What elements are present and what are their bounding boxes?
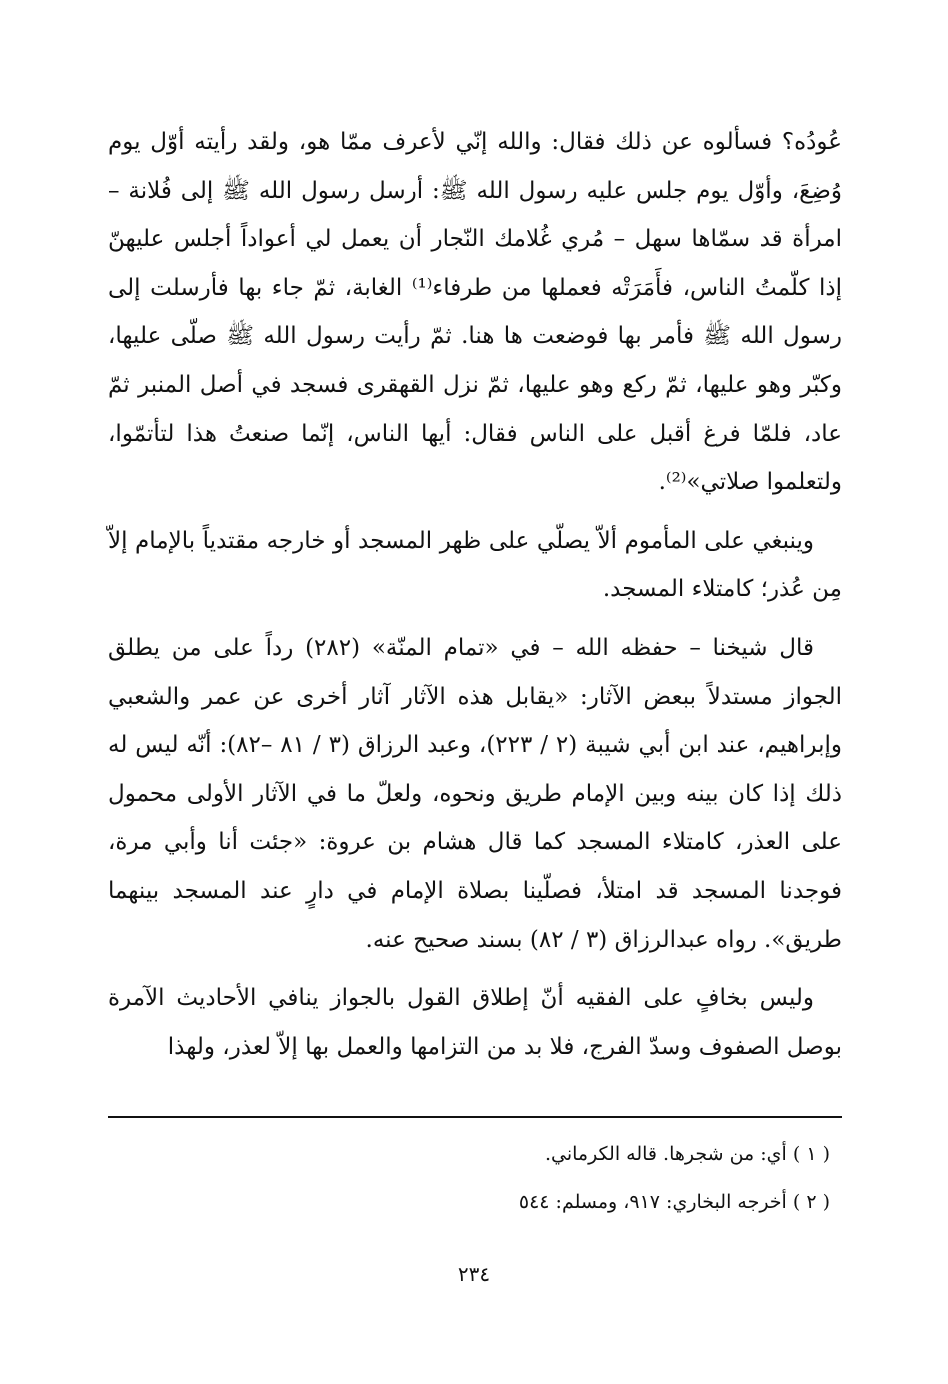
paragraph-shaykh-quote: قال شيخنا – حفظه الله – في «تمام المنّة» (٢٨٢) رداً على من يطلق الجواز مستدلاً ببعض الآثار: «يقابل هذه الآثار آثار أخرى عن عمر والشعبي وإبراهيم، عند ابن أبي شيبة (٢ / ٢٢٣)، وعبد الرزاق (٣ / ٨١ –٨٢): أنّه ليس له ذلك إذا كان بينه وبين الإمام طريق ونحوه، ولعلّ ما في الآثار الأولى محمول على العذر، كامتلاء المسجد كما قال هشام بن عروة: «جئت أنا وأبي مرة، فوجدنا المسجد قد امتلأ، فصلّينا بصلاة الإمام في دارٍ عند المسجد بينهما طريق». رواه عبدالرزاق (٣ / ٨٢) بسند صحيح عنه. xyxy=(108,634,843,953)
paragraph-conclusion: وليس بخافٍ على الفقيه أنّ إطلاق القول بالجواز ينافي الأحاديث الآمرة بوصل الصفوف وسدّ الفرج، فلا بد من التزامها والعمل بها إلاّ لعذر، ولهذا xyxy=(108,985,842,1060)
footnote-2: ( ٢ ) أخرجه البخاري: ٩١٧، ومسلم: ٥٤٤ xyxy=(518,1191,830,1213)
footnotes xyxy=(108,1130,830,1226)
footnote-separator xyxy=(108,1116,842,1118)
paragraph-hadith-minbar: عُودُه؟ فسألوه عن ذلك فقال: والله إنّي لأعرف ممّا هو، ولقد رأيته أوّل يوم وُضِعَ، وأوّل يوم جلس عليه رسول الله ﷺ: أرسل رسول الله ﷺ إلى فُلانة – امرأة قد سمّاها سهل – مُري غُلامك النّجار أن يعمل لي أعواداً أجلس عليهنّ إذا كلّمتُ الناس، فأَمَرَتْه فعملها من طرفاء⁽¹⁾ الغابة، ثمّ جاء بها فأرسلت إلى رسول الله ﷺ فأمر بها فوضعت ها هنا. ثمّ رأيت رسول الله ﷺ صلّى عليها، وكبّر وهو عليها، ثمّ ركع وهو عليها، ثمّ نزل القهقرى فسجد في أصل المنبر ثمّ عاد، فلمّا فرغ أقبل على الناس فقال: أيها الناس، إنّما صنعتُ هذا لتأتمّوا، ولتعلموا صلاتي»⁽²⁾. xyxy=(108,129,842,496)
main-text xyxy=(108,118,842,1071)
footnote-1: ( ١ ) أي: من شجرها. قاله الكرماني. xyxy=(544,1143,830,1165)
page-number: ٢٣٤ xyxy=(457,1262,491,1286)
paragraph-mamum-ruling: وينبغي على المأموم ألاّ يصلّي على ظهر المسجد أو خارجه مقتدياً بالإمام إلاّ مِن عُذر؛ كامتلاء المسجد. xyxy=(108,527,842,603)
